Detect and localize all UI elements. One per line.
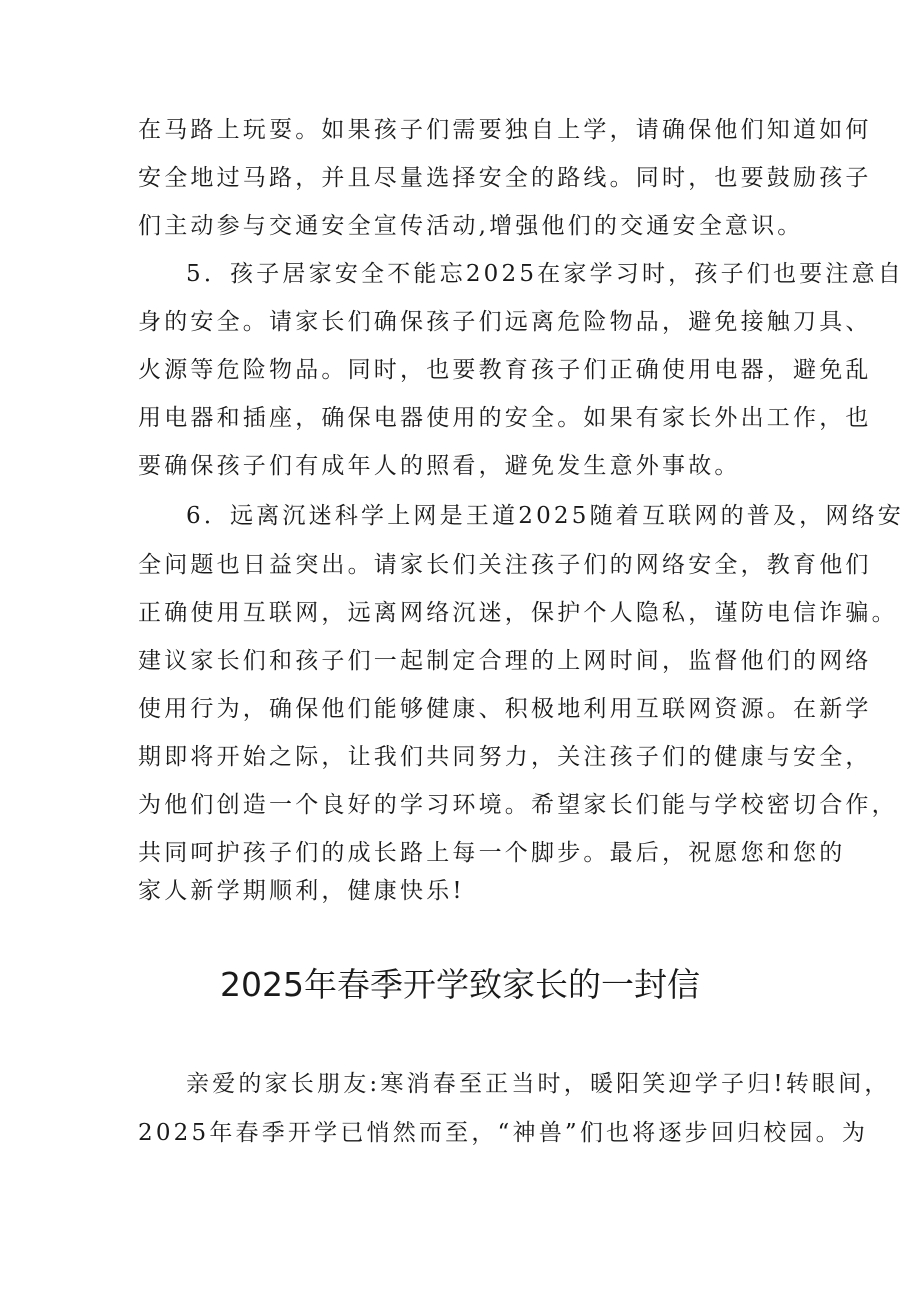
paragraph-line: 全问题也日益突出。请家长们关注孩子们的网络安全，教育他们 [138, 552, 872, 578]
paragraph-line: 要确保孩子们有成年人的照看，避免发生意外事故。 [138, 453, 741, 479]
paragraph-line: 为他们创造一个良好的学习环境。希望家长们能与学校密切合作， [138, 792, 898, 818]
paragraph-line: 共同呵护孩子们的成长路上每一个脚步。最后，祝愿您和您的 [138, 840, 846, 866]
paragraph-line: 使用行为，确保他们能够健康、积极地利用互联网资源。在新学 [138, 696, 872, 722]
paragraph-line: 期即将开始之际，让我们共同努力，关注孩子们的健康与安全， [138, 744, 872, 770]
item5-heading-line: 5．孩子居家安全不能忘2025在家学习时，孩子们也要注意自 [186, 261, 904, 287]
paragraph-line: 建议家长们和孩子们一起制定合理的上网时间，监督他们的网络 [138, 648, 872, 674]
paragraph-line: 正确使用互联网，远离网络沉迷，保护个人隐私，谨防电信诈骗。 [138, 600, 898, 626]
paragraph-line: 安全地过马路，并且尽量选择安全的路线。同时，也要鼓励孩子 [138, 165, 872, 191]
letter-greeting-line: 亲爱的家长朋友:寒消春至正当时，暖阳笑迎学子归!转眼间， [186, 1071, 891, 1097]
paragraph-line: 火源等危险物品。同时，也要教育孩子们正确使用电器，避免乱 [138, 357, 872, 383]
item6-heading-line: 6．远离沉迷科学上网是王道2025随着互联网的普及，网络安 [186, 503, 904, 529]
paragraph-line: 用电器和插座，确保电器使用的安全。如果有家长外出工作，也 [138, 405, 872, 431]
letter-title: 2025年春季开学致家长的一封信 [220, 965, 700, 1004]
paragraph-line: 家人新学期顺利，健康快乐! [138, 878, 465, 904]
paragraph-line: 身的安全。请家长们确保孩子们远离危险物品，避免接触刀具、 [138, 309, 872, 335]
paragraph-line: 2025年春季开学已悄然而至，“神兽”们也将逐步回归校园。为 [138, 1120, 869, 1146]
paragraph-line: 在马路上玩耍。如果孩子们需要独自上学，请确保他们知道如何 [138, 117, 872, 143]
paragraph-line: 们主动参与交通安全宣传活动,增强他们的交通安全意识。 [138, 213, 804, 239]
